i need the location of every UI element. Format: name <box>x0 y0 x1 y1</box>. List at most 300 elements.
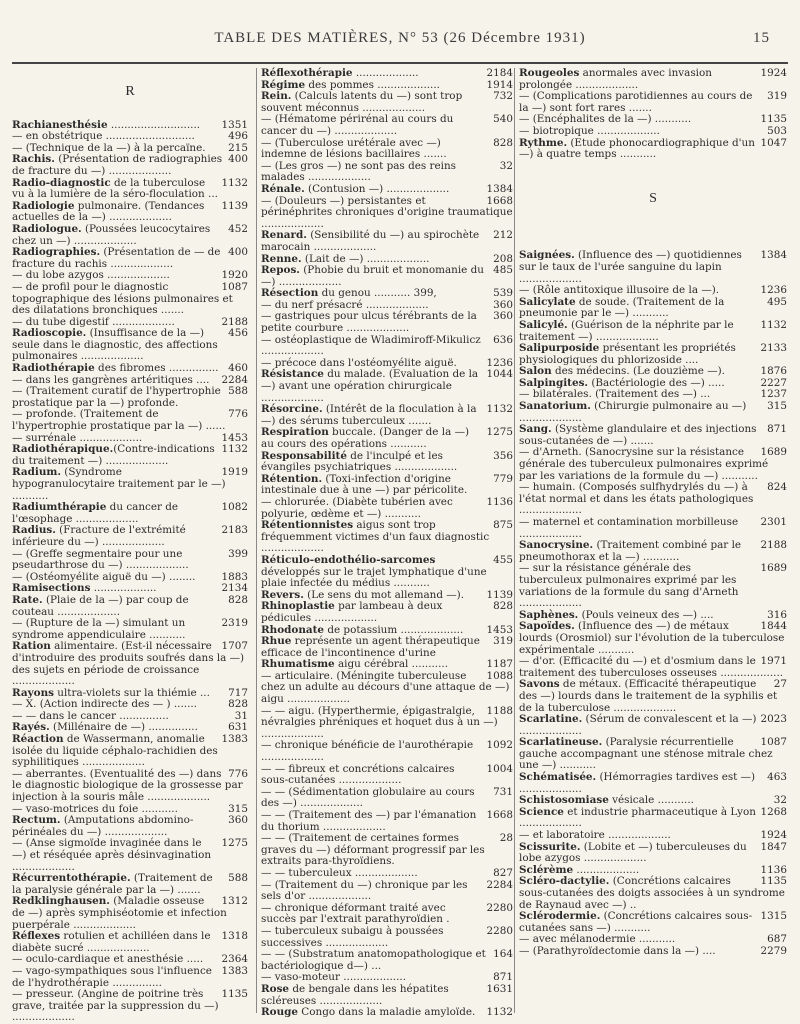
entry-page-number: 2301 <box>760 516 787 528</box>
entry-term: Saphènes. <box>519 608 579 621</box>
entry-page-number: 1312 <box>221 895 248 908</box>
entry-text: aigus sont trop fréquemment victimes d'un faux diagnostic ................... <box>261 519 490 555</box>
entry-term: Radiothérapique. <box>12 443 114 456</box>
entry-page-number: 875 <box>493 519 513 532</box>
entry-text: — profonde. (Traitement de l'hypertrophie prostatique par la —) ...... <box>12 408 226 433</box>
entry-page-number: 1132 <box>221 443 248 456</box>
entry-term: Schistosomiase <box>519 794 609 807</box>
entry-page-number: 1383 <box>221 964 248 977</box>
entry-text: alimentaire. (Est-il nécessaire d'introduire des produits soufrés dans la —) des sujets en période de croissance ................... <box>12 640 245 688</box>
entry-text: — du lobe azygos ................... <box>12 269 170 282</box>
entry-text: (Bactériologie des —) ..... <box>588 376 725 389</box>
entry-text: — (Ostéomyélite aiguë du —) ........ <box>12 570 196 583</box>
entry-term: Sang. <box>519 423 552 436</box>
entry-page-number: 2284 <box>221 373 248 386</box>
entry-term: Scarlatine. <box>519 713 583 726</box>
entry-page-number: 687 <box>767 933 787 946</box>
entry-term: Revers. <box>261 588 304 601</box>
entry-term: Rayons <box>12 686 54 699</box>
entry-page-number: 1668 <box>486 194 513 207</box>
entry-text: (Syndrome hypogranulocytaire traitement par le —) ........... <box>12 466 226 502</box>
entry-text: anormales avec invasion prolongée ................... <box>519 67 712 91</box>
index-entry <box>519 656 787 679</box>
entry-text: — (Encéphalites de la —) ........... <box>519 113 692 126</box>
entry-text: du genou ........... 399, <box>318 287 437 300</box>
index-entry <box>12 549 248 572</box>
entry-page-number: 828 <box>228 698 248 711</box>
entry-page-number: 1135 <box>221 988 248 1001</box>
entry-text: (Poussées leucocytaires chez un —) ................... <box>12 222 211 247</box>
entry-page-number: 1082 <box>221 501 248 514</box>
entry-page-number: 32 <box>499 159 513 172</box>
index-entry <box>261 311 513 334</box>
entry-text: — chronique déformant traité avec succès par l'extrait parathyroïdien . <box>261 901 450 926</box>
entry-page-number: 1384 <box>760 249 787 262</box>
entry-text: représente un agent thérapeutique efficace de l'incontinence d'urine <box>261 635 480 659</box>
entry-text: (Contusion —) ................... <box>304 182 450 195</box>
entry-text: (Lobite et —) tuberculeuses du lobe azygos ................... <box>519 840 747 865</box>
entry-page-number: 824 <box>767 481 787 494</box>
entry-page-number: 1236 <box>486 356 513 369</box>
entry-text: — articulaire. (Méningite tuberculeuse chez un adulte au décours d'une attaque de —) aigu ................... <box>261 669 510 706</box>
index-entry <box>261 949 513 972</box>
entry-text: — du nerf présacré ................... <box>261 298 429 311</box>
entry-page-number: 1087 <box>760 736 787 749</box>
entry-term: Rein. <box>261 90 292 103</box>
entry-text: — précoce dans l'ostéomyélite aiguë. <box>261 356 457 369</box>
index-entry <box>12 873 248 896</box>
index-entry <box>12 178 248 201</box>
entry-term: Radiothérapie <box>12 362 95 375</box>
entry-text: (Concrétions calcaires sous-cutanées des doigts associées à un syndrome de Raynaud avec —) .. <box>519 875 785 911</box>
entry-page-number: 2023 <box>760 713 787 726</box>
entry-text: (Maladie osseuse de —) après symphiséotomie et infection puerpérale ................... <box>12 895 227 931</box>
entry-text: (Traitement combiné par le pneumothorax et la —) ........... <box>519 539 742 563</box>
entry-text: vésicale ........... <box>608 794 694 807</box>
index-entry <box>261 404 513 427</box>
entry-page-number: 1689 <box>760 446 787 459</box>
index-entry <box>261 903 513 926</box>
entry-page-number: 776 <box>228 408 248 421</box>
page-number: 15 <box>753 30 770 46</box>
entry-text: — (Anse sigmoïde invaginée dans le —) et réséquée après désinvagination ................... <box>12 837 212 873</box>
entry-text: de potassium ................... <box>324 623 464 636</box>
entry-page-number: 315 <box>767 400 787 413</box>
entry-page-number: 732 <box>493 90 513 103</box>
entry-term: Ration <box>12 640 51 653</box>
index-entry <box>12 595 248 618</box>
entry-text: (Toxi-infection d'origine intestinale due à une —) par péricolite. <box>261 472 468 497</box>
entry-text: — (Tuberculose urétérale avec —) indemne de lésions bacillaires ....... <box>261 136 447 161</box>
entry-page-number: 319 <box>767 90 787 103</box>
entry-text: de la tuberculose vu à la lumière de la séro-floculation ... <box>12 176 218 201</box>
index-entry <box>519 482 787 517</box>
entry-page-number: 1139 <box>221 199 248 212</box>
entry-text: des fibromes ............... <box>94 362 219 375</box>
entry-page-number: 1689 <box>760 562 787 575</box>
entry-page-number: 1088 <box>486 669 513 682</box>
entry-text: — ostéoplastique de Wladimiroff-Mikulicz ................... <box>261 333 481 358</box>
entry-term: Sanatorium. <box>519 400 591 413</box>
entry-text: et industrie pharmaceutique à Lyon ................... <box>519 805 756 830</box>
entry-text: de Wassermann, anomalie isolée du liquide céphalo-rachidien des syphilitiques ................... <box>12 733 218 769</box>
entry-text: — chlorurée. (Diabète tubérien avec polyurie, œdème et —) ........... <box>261 495 453 520</box>
section-letter: S <box>649 190 657 206</box>
entry-text: — du tube digestif ................... <box>12 315 175 328</box>
index-entry <box>519 138 787 161</box>
entry-page-number: 495 <box>767 295 787 308</box>
index-entry <box>519 424 787 447</box>
entry-text: — — tuberculeux ................... <box>261 866 418 879</box>
index-entry <box>12 502 248 525</box>
index-entry <box>261 474 513 497</box>
entry-text: buccale. (Danger de la —) au cours des opérations ........... <box>261 426 470 450</box>
entry-text: (Le sens du mot allemand —). <box>303 588 465 601</box>
entry-page-number: 315 <box>228 802 248 815</box>
entry-page-number: 2280 <box>486 924 513 937</box>
entry-page-number: 360 <box>493 310 513 323</box>
entry-page-number: 1971 <box>760 655 787 668</box>
entry-page-number: 496 <box>228 130 248 143</box>
index-entry <box>519 447 787 482</box>
entry-text: — — (Substratum anatomopathologique et bactériologique d—) ... <box>261 948 486 972</box>
index-entry <box>12 734 248 769</box>
entry-page-number: 828 <box>493 136 513 149</box>
entry-page-number: 399 <box>228 547 248 560</box>
index-entry <box>519 343 787 366</box>
entry-term: Scissurite. <box>519 840 581 853</box>
entry-text: (Sensibilité du —) au spirochète marocain ................... <box>261 229 480 253</box>
entry-term: Responsabilité <box>261 449 347 462</box>
entry-text: présentant les propriétés physiologiques du phlorizoside .... <box>519 342 736 366</box>
index-entry <box>12 769 248 804</box>
entry-page-number: 356 <box>493 449 513 462</box>
entry-text: (Intérêt de la floculation à la —) des sérums tuberculeux ....... <box>261 403 477 427</box>
index-entry <box>261 520 513 555</box>
entry-text: (Phobie du bruit et monomanie du —) ................... <box>261 264 484 288</box>
entry-term: Radiumthérapie <box>12 501 107 514</box>
entry-text: ultra-violets sur la thiémie ... <box>53 686 210 699</box>
entry-text: (Calculs latents du —) sont trop souvent méconnus ................... <box>261 90 463 114</box>
entry-term: Résorcine. <box>261 403 323 416</box>
entry-page-number: 1139 <box>486 588 513 601</box>
index-entry <box>519 621 787 656</box>
entry-page-number: 2280 <box>486 901 513 914</box>
entry-page-number: 360 <box>228 814 248 827</box>
entry-text: — vaso-moteur ................... <box>261 971 407 984</box>
index-entry <box>261 91 513 114</box>
entry-term: Salicylé. <box>519 318 568 331</box>
entry-page-number: 1919 <box>221 466 248 479</box>
entry-term: Sanocrysine. <box>519 539 594 552</box>
entry-term: Radius. <box>12 524 56 537</box>
entry-term: Rose <box>261 982 290 995</box>
entry-text: de l'inculpé et les évangiles psychiatriques ................... <box>261 449 458 474</box>
entry-text: — — dans le cancer ............... <box>12 709 169 722</box>
index-entry <box>261 787 513 810</box>
entry-term: Réflexothérapie <box>261 67 353 79</box>
index-entry <box>261 601 513 624</box>
entry-text: — — (Traitement des —) par l'émanation du thorium ................... <box>261 809 477 833</box>
index-entry <box>12 444 248 467</box>
entry-text: — (Technique de la —) à la percaïne. <box>12 141 206 154</box>
entry-text: du cancer de l'œsophage ................... <box>12 501 179 525</box>
entry-text: (Contre-indications du traitement —) ................... <box>12 443 215 467</box>
entry-term: Rachianesthésie <box>12 118 108 131</box>
entry-page-number: 503 <box>767 124 787 137</box>
entry-text: — X. (Action indirecte des — ) ....... <box>12 698 197 711</box>
entry-term: Radiologue. <box>12 222 82 235</box>
entry-term: Radio-diagnostic <box>12 176 111 189</box>
entry-page-number: 776 <box>228 767 248 780</box>
entry-term: Rectum. <box>12 814 61 827</box>
entry-page-number: 32 <box>773 794 787 807</box>
index-entry <box>261 810 513 833</box>
entry-term: Rate. <box>12 593 43 606</box>
entry-term: Réflexes <box>12 930 61 943</box>
entry-text: — (Rôle antitoxique illusoire de la —). <box>519 284 720 297</box>
entry-term: Rougeoles <box>519 67 580 79</box>
index-column-1 <box>12 68 248 1024</box>
entry-page-number: 1384 <box>486 182 513 195</box>
entry-text: du malade. (Evaluation de la —) avant une opération chirurgicale ................... <box>261 368 479 404</box>
entry-page-number: 2188 <box>760 539 787 552</box>
entry-page-number: 828 <box>228 593 248 606</box>
entry-term: Scléro-dactylie. <box>519 875 610 888</box>
index-entry <box>519 946 787 958</box>
entry-text: ................... <box>573 863 640 876</box>
entry-term: Respiration <box>261 426 329 439</box>
entry-term: Rayés. <box>12 721 50 734</box>
entry-text: rotulien et achilléen dans le diabète sucré ................... <box>12 930 211 954</box>
entry-page-number: 1668 <box>486 809 513 821</box>
entry-term: Rythme. <box>519 136 568 149</box>
entry-text: (Traitement de la paralysie générale par la —) ....... <box>12 872 213 896</box>
entry-page-number: 1136 <box>760 863 787 876</box>
entry-text: — (Parathyroïdectomie dans la —) .... <box>519 944 716 957</box>
index-entry <box>519 772 787 795</box>
entry-term: Radioscopie. <box>12 327 87 340</box>
index-entry <box>519 563 787 609</box>
index-entry <box>519 807 787 830</box>
entry-page-number: 2184 <box>486 67 513 79</box>
entry-text: — (Traitement du —) chronique par les sels d'or ................... <box>261 878 468 903</box>
entry-text: (Etude phonocardiographique d'un —) à quatre temps ........... <box>519 136 755 161</box>
entry-page-number: 1135 <box>760 113 787 126</box>
entry-page-number: 1132 <box>760 318 787 331</box>
entry-text: — (Hématome périrénal au cours du cancer du —) ................... <box>261 113 454 137</box>
entry-page-number: 1883 <box>221 570 248 583</box>
entry-page-number: 1707 <box>221 640 248 653</box>
index-entry <box>12 838 248 873</box>
entry-page-number: 1187 <box>486 658 513 671</box>
entry-page-number: 1047 <box>760 136 787 149</box>
entry-page-number: 2364 <box>221 953 248 966</box>
entry-page-number: 400 <box>228 153 248 166</box>
index-entry <box>261 138 513 161</box>
entry-page-number: 871 <box>493 971 513 984</box>
entry-text: (Paralysie récurrentielle gauche accompagnant une sténose mitrale chez une —) ........... <box>519 736 773 772</box>
entry-term: Rhumatisme <box>261 658 335 671</box>
entry-page-number: 1044 <box>486 368 513 381</box>
index-entry <box>519 68 787 91</box>
running-header <box>0 30 800 54</box>
index-entry <box>12 618 248 641</box>
entry-text: — sur la résistance générale des tuberculeux pulmonaires exprimé par les variations de la formule du sang d'Arneth ................... <box>519 562 739 610</box>
index-entry <box>12 224 248 247</box>
entry-page-number: 2134 <box>221 582 248 595</box>
entry-page-number: 1087 <box>221 280 248 293</box>
index-entry <box>12 247 248 270</box>
entry-term: Radiographies. <box>12 246 101 259</box>
entry-text: pulmonaire. (Tendances actuelles de la —) ................... <box>12 199 205 224</box>
index-entry <box>12 989 248 1024</box>
entry-page-number: 316 <box>767 608 787 621</box>
entry-text: — biotropique ................... <box>519 124 660 137</box>
index-entry <box>261 451 513 474</box>
index-entry <box>12 525 248 548</box>
index-entry <box>519 250 787 285</box>
entry-page-number: 2279 <box>760 944 787 957</box>
index-entry <box>261 555 513 590</box>
entry-text: (Système glandulaire et des injections sous-cutanées de —) ....... <box>519 423 757 447</box>
entry-page-number: 2284 <box>486 878 513 891</box>
entry-page-number: 319 <box>493 635 513 648</box>
index-entry <box>519 91 787 114</box>
entry-text: (Sérum de convalescent et la —) ................... <box>519 713 757 737</box>
index-entry <box>261 764 513 787</box>
index-entry <box>519 911 787 934</box>
entry-page-number: 1132 <box>486 1006 513 1019</box>
entry-text: — — aigu. (Hyperthermie, épigastralgie, névralgies phréniques et hoquet dus à un —) ................... <box>261 704 498 740</box>
entry-term: Salpingites. <box>519 376 589 389</box>
entry-term: Saignées. <box>519 249 575 262</box>
entry-text: ................... <box>352 67 419 79</box>
entry-text: — (Complications parotidiennes au cours de la —) sont fort rares ....... <box>519 90 753 114</box>
entry-text: par lambeau à deux pédicules ................... <box>261 600 443 624</box>
index-entry <box>12 386 248 409</box>
entry-term: Résection <box>261 287 319 300</box>
entry-page-number: 1383 <box>221 733 248 746</box>
entry-term: Science <box>519 805 564 818</box>
entry-term: Réticulo-endothélio-sarcomes <box>261 553 436 566</box>
entry-page-number: 1914 <box>486 78 513 91</box>
entry-page-number: 540 <box>493 113 513 126</box>
entry-text: développés sur le trajet lymphatique d'une plaie infectée du médius ........... <box>261 565 487 590</box>
entry-page-number: 208 <box>493 252 513 265</box>
entry-page-number: 1924 <box>760 829 787 842</box>
entry-term: Savons <box>519 678 560 691</box>
index-entry <box>261 161 513 184</box>
entry-page-number: 2188 <box>221 315 248 328</box>
entry-term: Rhue <box>261 635 292 648</box>
index-entry <box>261 1007 513 1019</box>
entry-text: (Plaie de la —) par coup de couteau ................... <box>12 593 189 618</box>
entry-page-number: 1135 <box>760 875 787 888</box>
entry-text: (Millénaire de —) ............... <box>49 721 198 734</box>
entry-term: Rhodonate <box>261 623 325 636</box>
entry-page-number: 588 <box>228 872 248 885</box>
entry-text: (Influence des —) de métaux lourds (Orosmiol) sur l'évolution de la tuberculose expérimentale ........... <box>519 620 785 656</box>
index-entry <box>519 401 787 424</box>
entry-page-number: 2183 <box>221 524 248 537</box>
entry-term: Schématisée. <box>519 771 597 784</box>
entry-page-number: 1236 <box>760 284 787 297</box>
entry-text: — chronique bénéficie de l'aurothérapie ................... <box>261 739 474 764</box>
index-entry <box>519 297 787 320</box>
entry-page-number: 212 <box>493 229 513 242</box>
entry-text: — avec mélanodermie ........... <box>519 933 676 946</box>
entry-term: Sapoïdes. <box>519 620 575 633</box>
entry-text: — (Rupture de la —) simulant un syndrome appendiculaire ........... <box>12 617 186 641</box>
entry-text: ................... <box>90 582 157 595</box>
index-entry <box>12 896 248 931</box>
entry-text: — (Greffe segmentaire pour une pseudarthrose du —) ................... <box>12 547 189 572</box>
entry-page-number: 1315 <box>760 910 787 923</box>
entry-page-number: 460 <box>228 362 248 375</box>
entry-page-number: 1453 <box>486 623 513 636</box>
entry-page-number: 485 <box>493 264 513 277</box>
index-entry <box>519 737 787 772</box>
entry-text: (Insuffisance de la —) seule dans le diagnostic, des affections pulmonaires ................... <box>12 327 218 363</box>
entry-text: — gastriques pour ulcus térébrants de la petite courbure ................... <box>261 310 477 335</box>
entry-text: — en obstétrique ........................... <box>12 130 195 143</box>
index-entry <box>12 467 248 502</box>
index-entry <box>261 497 513 520</box>
entry-text: — humain. (Composés sulfhydrylés du —) à l'état normal et dans les états pathologiques ................... <box>519 481 754 517</box>
index-entry <box>261 114 513 137</box>
entry-term: Rachis. <box>12 153 55 166</box>
entry-page-number: 779 <box>493 472 513 485</box>
entry-text: — oculo-cardiaque et anesthésie ..... <box>12 953 204 966</box>
entry-term: Radium. <box>12 466 61 479</box>
entry-text: — presseur. (Angine de poitrine très grave, traitée par la suppression du —) ................... <box>12 988 219 1024</box>
entry-page-number: 717 <box>228 686 248 699</box>
index-entry <box>519 842 787 865</box>
entry-text: (Guérison de la néphrite par le traitement —) ................... <box>519 318 734 343</box>
entry-page-number: 400 <box>228 246 248 259</box>
entry-text: — de profil pour le diagnostic topographique des lésions pulmonaires et des dilatations bronchiques ....... <box>12 280 233 317</box>
index-entry <box>261 265 513 288</box>
entry-page-number: 871 <box>767 423 787 436</box>
entry-text: des médecins. (Le douzième —). <box>551 365 725 378</box>
entry-term: Radiologie <box>12 199 75 212</box>
entry-term: Salipurposide <box>519 342 600 355</box>
entry-text: (Amputations abdomino-périnéales du —) ................... <box>12 814 194 838</box>
entry-page-number: 588 <box>228 385 248 398</box>
entry-text: — d'or. (Efficacité du —) et d'osmium dans le traitement des tuberculoses osseuses ................... <box>519 655 784 679</box>
entry-page-number: 1132 <box>486 403 513 416</box>
entry-page-number: 1876 <box>760 365 787 378</box>
section-letter: R <box>125 84 135 99</box>
index-entry <box>12 328 248 363</box>
entry-page-number: 636 <box>493 333 513 346</box>
entry-page-number: 1004 <box>486 762 513 775</box>
entry-term: Ramisections <box>12 582 91 595</box>
entry-page-number: 1924 <box>760 67 787 79</box>
index-entry <box>261 427 513 450</box>
entry-term: Récurrentothérapie. <box>12 872 131 885</box>
entry-text: de métaux. (Efficacité thérapeutique des —) lourds dans le traitement de la syphilis et de la tuberculose ................... <box>519 678 778 714</box>
entry-page-number: 631 <box>228 721 248 734</box>
entry-page-number: 731 <box>493 785 513 798</box>
index-entry <box>12 201 248 224</box>
entry-text: Congo dans la maladie amyloïde. <box>298 1006 476 1019</box>
entry-term: Salon <box>519 365 552 378</box>
index-entry <box>261 196 513 231</box>
entry-text: — et laboratoire ................... <box>519 829 671 842</box>
entry-text: (Présentation de — de fracture du rachis ................... <box>12 246 221 270</box>
